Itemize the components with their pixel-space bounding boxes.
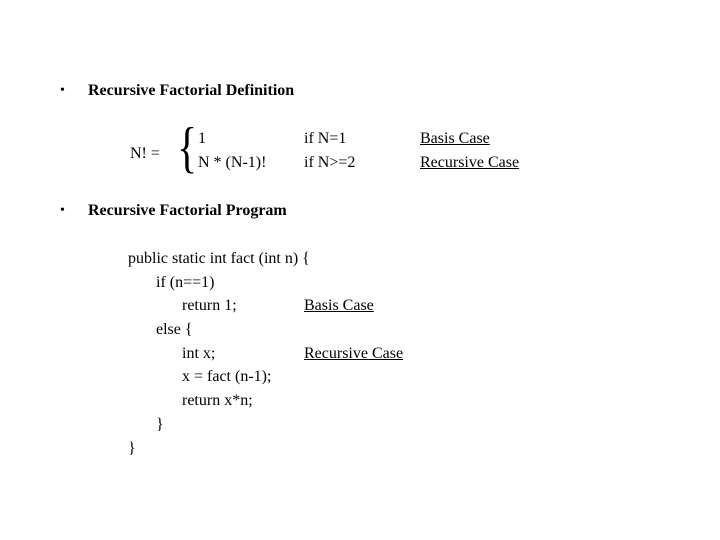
code-annotation-recursive: Recursive Case <box>304 345 404 362</box>
code-line-return-xn: return x*n; <box>182 392 253 409</box>
code-line-close-else: } <box>156 416 164 433</box>
code-line-int-x: int x; <box>182 345 216 362</box>
case-label-recursive: Recursive Case <box>420 154 520 171</box>
code-line-else: else { <box>156 321 193 338</box>
definition-lhs: N! = <box>130 145 160 162</box>
section-heading-definition: Recursive Factorial Definition <box>88 82 295 99</box>
case-condition-basis: if N=1 <box>304 130 347 147</box>
section-heading-program: Recursive Factorial Program <box>88 202 287 219</box>
case-value-basis: 1 <box>198 130 206 147</box>
code-annotation-basis: Basis Case <box>304 297 374 314</box>
code-line-assign: x = fact (n-1); <box>182 368 272 385</box>
case-value-recursive: N * (N-1)! <box>198 154 267 171</box>
bullet-marker: • <box>60 83 65 98</box>
code-line-if: if (n==1) <box>156 274 215 291</box>
bullet-marker: • <box>60 203 65 218</box>
left-brace: { <box>177 117 198 179</box>
code-line-signature: public static int fact (int n) { <box>128 250 310 267</box>
code-line-close-method: } <box>128 440 136 457</box>
code-line-return-1: return 1; <box>182 297 237 314</box>
case-label-basis: Basis Case <box>420 130 490 147</box>
case-condition-recursive: if N>=2 <box>304 154 356 171</box>
